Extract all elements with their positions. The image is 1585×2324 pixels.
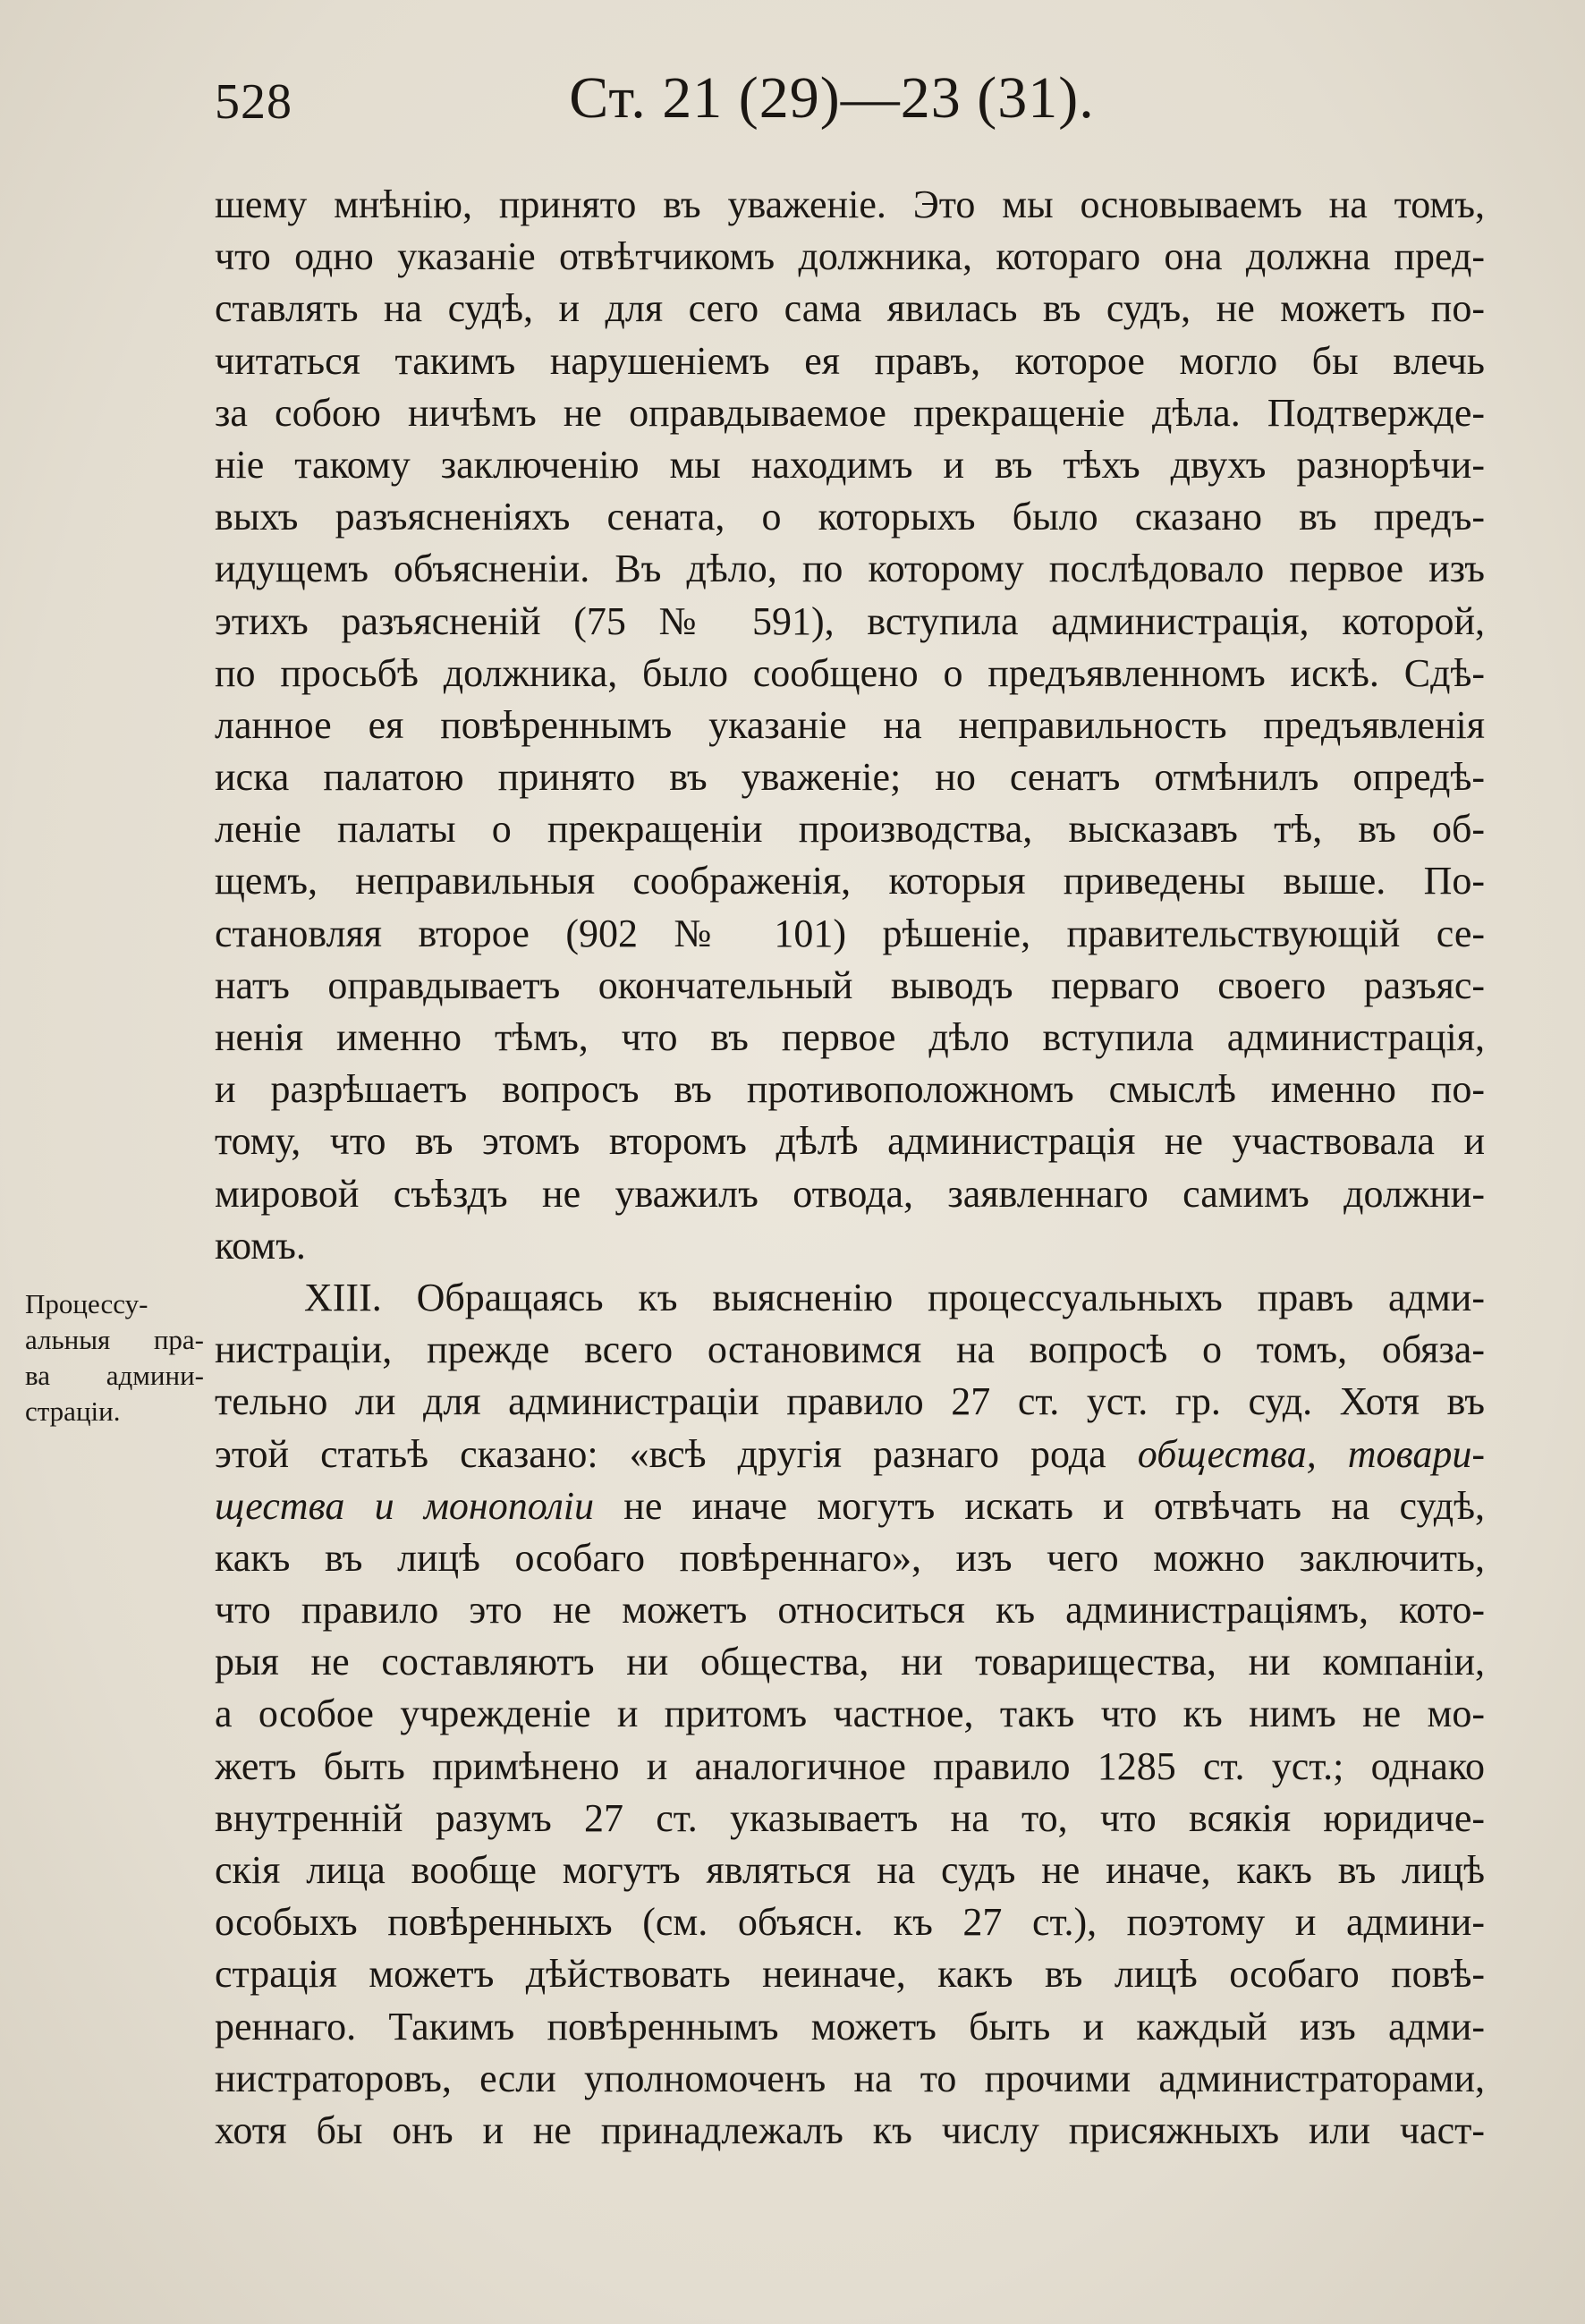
margin-note: [25, 1286, 204, 1429]
text-line: страція можетъ дѣйствовать неиначе, какъ въ лицѣ особаго повѣ-: [215, 1952, 1485, 1997]
text-line: этихъ разъясненій (75 № 591), вступила администрація, которой,: [215, 598, 1485, 643]
text-fragment: не иначе могутъ искать и отвѣчать на судѣ,: [623, 1483, 1485, 1528]
text-line: что правило это не можетъ относиться къ администраціямъ, кото-: [215, 1588, 1485, 1633]
text-line: какъ въ лицѣ особаго повѣреннаго», изъ чего можно заключить,: [215, 1535, 1485, 1580]
text-line: внутренній разумъ 27 ст. указываетъ на то, что всякія юридиче-: [215, 1795, 1485, 1840]
text-line: тельно ли для администраціи правило 27 ст. уст. гр. суд. Хотя въ: [215, 1379, 1485, 1424]
margin-note-line: ва админи-: [25, 1360, 204, 1391]
text-line: щемъ, неправильныя соображенія, которыя приведены выше. По-: [215, 859, 1485, 903]
text-line: реннаго. Такимъ повѣреннымъ можетъ быть и каждый изъ адми-: [215, 2004, 1485, 2048]
text-line: нистраціи, прежде всего остановимся на вопросѣ о томъ, обяза-: [215, 1327, 1485, 1372]
text-line: тому, что въ этомъ второмъ дѣлѣ администрація не участвовала и: [215, 1119, 1485, 1164]
text-line: натъ оправдываетъ окончательный выводъ перваго своего разъяс-: [215, 963, 1485, 1007]
text-line: идущемъ объясненіи. Въ дѣло, по которому послѣдовало первое изъ: [215, 547, 1485, 591]
italic-fragment: общества, товари-: [1137, 1431, 1485, 1476]
text-line-with-italic: [215, 1429, 1485, 1480]
text-line: становляя второе (902 № 101) рѣшеніе, правительствующій се-: [215, 911, 1485, 955]
text-line: а особое учрежденіе и притомъ частное, такъ что къ нимъ не мо-: [215, 1692, 1485, 1736]
running-head: Ст. 21 (29)—23 (31).: [569, 65, 1095, 131]
text-line: за собою ничѣмъ не оправдываемое прекращеніе дѣла. Подтвержде-: [215, 390, 1485, 435]
text-line: по просьбѣ должника, было сообщено о предъявленномъ искѣ. Сдѣ-: [215, 650, 1485, 695]
text-fragment: этой статьѣ сказано: «всѣ другія разнаго рода: [215, 1431, 1106, 1476]
text-line: что одно указаніе отвѣтчикомъ должника, котораго она должна пред-: [215, 234, 1485, 279]
text-line: выхъ разъясненіяхъ сената, о которыхъ было сказано въ предъ-: [215, 495, 1485, 539]
section-first-line-text: Обращаясь къ выясненію процессуальныхъ правъ адми-: [416, 1275, 1485, 1319]
text-line: иска палатою принято въ уваженіе; но сенатъ отмѣнилъ опредѣ-: [215, 755, 1485, 800]
text-line: хотя бы онъ и не принадлежалъ къ числу присяжныхъ или част-: [215, 2108, 1485, 2152]
text-line: скія лица вообще могутъ являться на судъ не иначе, какъ въ лицѣ: [215, 1848, 1485, 1892]
text-line: и разрѣшаетъ вопросъ въ противоположномъ смыслѣ именно по-: [215, 1067, 1485, 1112]
text-line: читаться такимъ нарушеніемъ ея правъ, которое могло бы влечь: [215, 338, 1485, 383]
text-line: ставлять на судѣ, и для сего сама явилась въ судъ, не можетъ по-: [215, 286, 1485, 331]
margin-note-line: страціи.: [25, 1395, 121, 1427]
text-line: ненія именно тѣмъ, что въ первое дѣло вступила администрація,: [215, 1015, 1485, 1059]
section-first-line: [215, 1272, 1485, 1324]
margin-note-line: альныя пра-: [25, 1324, 204, 1355]
page-header: [0, 64, 1585, 136]
text-line: ніе такому заключенію мы находимъ и въ тѣхъ двухъ разнорѣчи-: [215, 442, 1485, 487]
text-line: мировой съѣздъ не уважилъ отвода, заявленнаго самимъ должни-: [215, 1171, 1485, 1216]
italic-fragment: щества и монополіи: [215, 1483, 595, 1528]
margin-note-line: Процессу-: [25, 1288, 148, 1319]
text-line: леніе палаты о прекращеніи производства, высказавъ тѣ, въ об-: [215, 807, 1485, 852]
text-line: жетъ быть примѣнено и аналогичное правило 1285 ст. уст.; однако: [215, 1743, 1485, 1788]
section-number: XIII.: [304, 1275, 382, 1319]
text-line: шему мнѣнію, принято въ уваженіе. Это мы основываемъ на томъ,: [215, 182, 1485, 226]
text-line-with-italic: [215, 1480, 1485, 1532]
text-line: рыя не составляютъ ни общества, ни товарищества, ни компаніи,: [215, 1640, 1485, 1684]
page-number: 528: [215, 74, 292, 130]
text-line: комъ.: [215, 1223, 306, 1268]
text-line: нистраторовъ, если уполномоченъ на то прочими администраторами,: [215, 2056, 1485, 2100]
text-line: особыхъ повѣренныхъ (см. объясн. къ 27 ст.), поэтому и админи-: [215, 1900, 1485, 1945]
body-text: [215, 179, 1485, 2157]
text-line: ланное ея повѣреннымъ указаніе на неправильность предъявленія: [215, 702, 1485, 747]
